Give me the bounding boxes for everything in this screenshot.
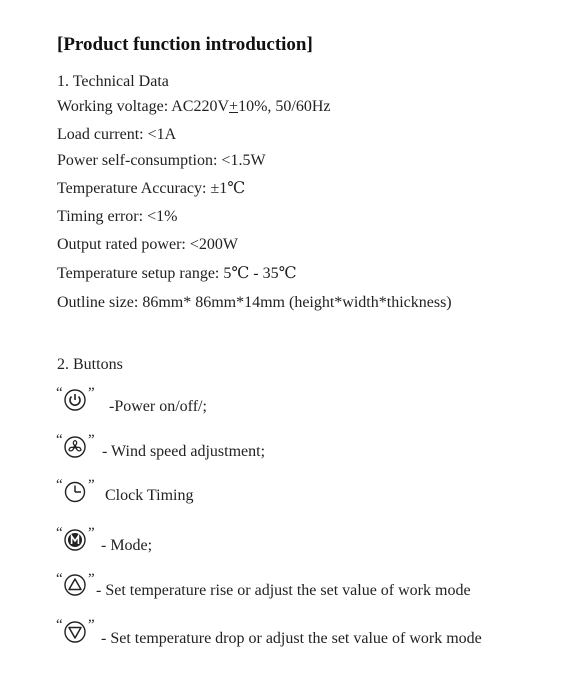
load-current: Load current: <1A — [57, 126, 177, 143]
timing-error: Timing error: <1% — [57, 208, 178, 225]
working-voltage — [57, 97, 331, 117]
close-quote: ” — [88, 525, 95, 541]
open-quote: “ — [56, 477, 63, 493]
open-quote: “ — [56, 525, 63, 541]
voltage-plus-minus: + — [229, 98, 239, 115]
page-title: [Product function introduction] — [57, 34, 313, 55]
technical-heading: 1. Technical Data — [57, 73, 169, 90]
temperature-accuracy: Temperature Accuracy: ±1℃ — [57, 180, 246, 197]
open-quote: “ — [56, 617, 63, 633]
power-icon — [64, 389, 86, 411]
mode-description: - Mode; — [101, 537, 153, 554]
close-quote: ” — [88, 477, 95, 493]
output-power: Output rated power: <200W — [57, 236, 238, 253]
fan-icon — [64, 436, 86, 458]
clock-description: Clock Timing — [105, 487, 194, 504]
clock-icon — [64, 481, 86, 503]
power-description: -Power on/off/; — [109, 398, 207, 415]
temp-up-description: - Set temperature rise or adjust the set value of work mode — [96, 582, 471, 599]
fan-description: - Wind speed adjustment; — [102, 443, 266, 460]
mode-icon — [64, 529, 86, 551]
open-quote: “ — [56, 432, 63, 448]
close-quote: ” — [88, 617, 95, 633]
voltage-suffix: 10%, 50/60Hz — [238, 98, 331, 115]
temp-down-description: - Set temperature drop or adjust the set value of work mode — [101, 630, 482, 647]
temperature-range: Temperature setup range: 5℃ - 35℃ — [57, 265, 297, 282]
close-quote: ” — [88, 385, 95, 401]
open-quote: “ — [56, 571, 63, 587]
voltage-prefix: Working voltage: AC220V — [57, 98, 230, 115]
close-quote: ” — [88, 432, 95, 448]
outline-size: Outline size: 86mm* 86mm*14mm (height*width*thickness) — [57, 294, 452, 311]
power-consumption: Power self-consumption: <1.5W — [57, 152, 266, 169]
close-quote: ” — [88, 571, 95, 587]
buttons-heading: 2. Buttons — [57, 356, 123, 373]
open-quote: “ — [56, 385, 63, 401]
triangle-up-icon — [64, 574, 86, 596]
triangle-down-icon — [64, 621, 86, 643]
